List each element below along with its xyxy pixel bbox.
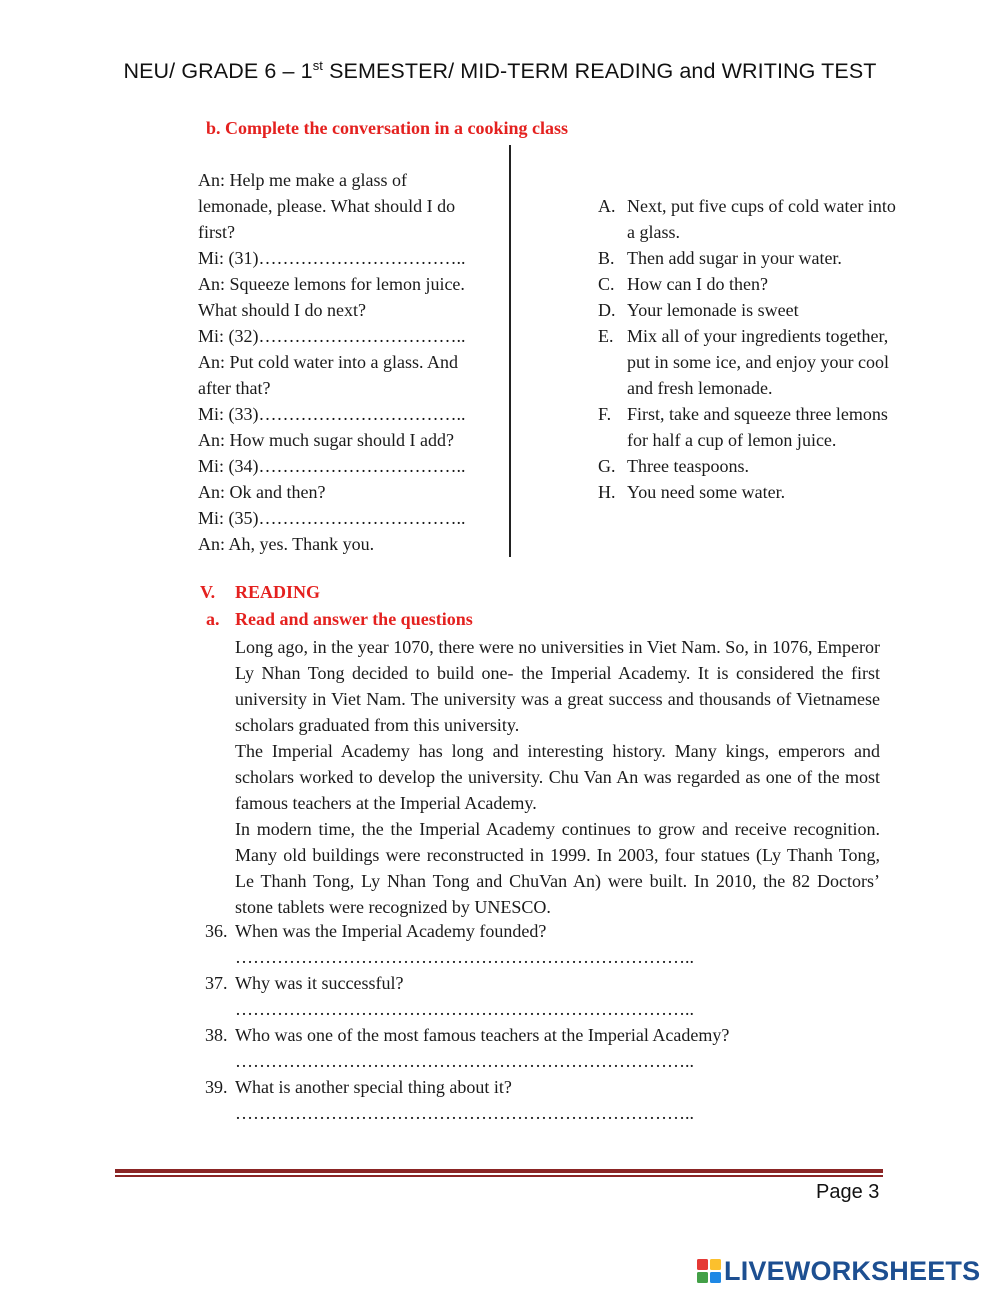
section-b-title: b. Complete the conversation in a cooking class: [206, 118, 568, 138]
passage-paragraph: In modern time, the the Imperial Academy continues to grow and receive recognition. Many old buildings were reconstructed in 1999. In 2003, four statues (Ly Thanh Tong, Le Thanh Tong, Ly Nhan Tong and ChuVan An) were built. In 2010, the 82 Doctors’ stone tablets were recognized by UNESCO.: [235, 819, 880, 917]
option-letter: B.: [598, 248, 615, 268]
option-h: [598, 479, 898, 505]
option-letter: A.: [598, 196, 616, 216]
blank-35[interactable]: Mi: (35)……………………………..: [198, 508, 466, 528]
conversation-line: first?: [198, 222, 235, 242]
conversation-line: What should I do next?: [198, 300, 366, 320]
reading-passage: [235, 634, 880, 920]
option-text: Then add sugar in your water.: [627, 248, 842, 268]
blank-34[interactable]: Mi: (34)……………………………..: [198, 456, 466, 476]
column-divider: [509, 145, 511, 557]
question-number: 37.: [205, 973, 228, 993]
option-letter: C.: [598, 274, 615, 294]
question-36: [205, 918, 885, 944]
section-v-heading: [200, 582, 320, 603]
option-c: [598, 271, 898, 297]
page-header: [0, 58, 1000, 84]
option-text: Three teaspoons.: [627, 456, 749, 476]
question-38: [205, 1022, 885, 1048]
header-superscript: st: [312, 58, 323, 73]
conversation-line: An: Put cold water into a glass. And: [198, 352, 458, 372]
conversation: [198, 167, 498, 557]
question-number: 39.: [205, 1077, 228, 1097]
question-text: Why was it successful?: [235, 973, 404, 993]
blank-32[interactable]: Mi: (32)……………………………..: [198, 326, 466, 346]
conversation-line: An: Ok and then?: [198, 482, 326, 502]
option-g: [598, 453, 898, 479]
question-text: Who was one of the most famous teachers at the Imperial Academy?: [235, 1025, 730, 1045]
option-a: [598, 193, 898, 245]
option-text: Mix all of your ingredients together, put in some ice, and enjoy your cool and fresh lemonade.: [627, 326, 889, 398]
blank-33[interactable]: Mi: (33)……………………………..: [198, 404, 466, 424]
conversation-line: An: Squeeze lemons for lemon juice.: [198, 274, 465, 294]
conversation-line: An: Ah, yes. Thank you.: [198, 534, 375, 554]
option-text: You need some water.: [627, 482, 786, 502]
question-text: What is another special thing about it?: [235, 1077, 512, 1097]
liveworksheets-logo: [697, 1256, 980, 1286]
section-v-title: READING: [235, 582, 321, 602]
conversation-line: after that?: [198, 378, 271, 398]
option-text: Your lemonade is sweet: [627, 300, 799, 320]
footer-rule-thick: [115, 1169, 883, 1173]
blank-31[interactable]: Mi: (31)……………………………..: [198, 248, 466, 268]
options-list: [598, 193, 898, 505]
section-a-title: Read and answer the questions: [235, 609, 473, 629]
answer-line-37[interactable]: …………………………………………………………………..: [235, 999, 694, 1019]
option-letter: H.: [598, 482, 616, 502]
option-f: [598, 401, 898, 453]
passage-paragraph: The Imperial Academy has long and interesting history. Many kings, emperors and scholars worked to develop the university. Chu Van An was regarded as one of the most famous teachers at the Imperial Academy.: [235, 741, 880, 813]
answer-line-39[interactable]: …………………………………………………………………..: [235, 1103, 694, 1123]
option-letter: F.: [598, 404, 612, 424]
conversation-line: lemonade, please. What should I do: [198, 196, 456, 216]
blocks-icon: [697, 1259, 721, 1283]
logo-text: LIVEWORKSHEETS: [724, 1256, 981, 1286]
question-number: 38.: [205, 1025, 228, 1045]
answer-line-38[interactable]: …………………………………………………………………..: [235, 1051, 694, 1071]
question-37: [205, 970, 885, 996]
answer-line-36[interactable]: …………………………………………………………………..: [235, 947, 694, 967]
questions-list: [205, 918, 885, 1126]
option-text: How can I do then?: [627, 274, 768, 294]
option-letter: G.: [598, 456, 616, 476]
conversation-line: An: Help me make a glass of: [198, 170, 407, 190]
option-text: Next, put five cups of cold water into a glass.: [627, 196, 896, 242]
option-d: [598, 297, 898, 323]
option-letter: D.: [598, 300, 616, 320]
question-number: 36.: [205, 921, 228, 941]
page-number: Page 3: [816, 1181, 880, 1203]
passage-paragraph: Long ago, in the year 1070, there were no universities in Viet Nam. So, in 1076, Emperor Ly Nhan Tong decided to build one- the Imperial Academy. It is considered the first university in Viet Nam. The university was a great success and thousands of Vietnamese scholars graduated from this university.: [235, 637, 880, 735]
section-a-heading: [206, 609, 473, 630]
question-39: [205, 1074, 885, 1100]
option-letter: E.: [598, 326, 614, 346]
header-prefix: NEU/ GRADE 6 – 1: [123, 59, 313, 84]
section-v-number: V.: [200, 582, 216, 602]
footer-rule-thin: [115, 1175, 883, 1177]
option-e: [598, 323, 898, 401]
question-text: When was the Imperial Academy founded?: [235, 921, 547, 941]
conversation-line: An: How much sugar should I add?: [198, 430, 454, 450]
header-suffix: SEMESTER/ MID-TERM READING and WRITING TEST: [323, 59, 877, 84]
section-a-letter: a.: [206, 609, 220, 629]
option-text: First, take and squeeze three lemons for half a cup of lemon juice.: [627, 404, 888, 450]
option-b: [598, 245, 898, 271]
